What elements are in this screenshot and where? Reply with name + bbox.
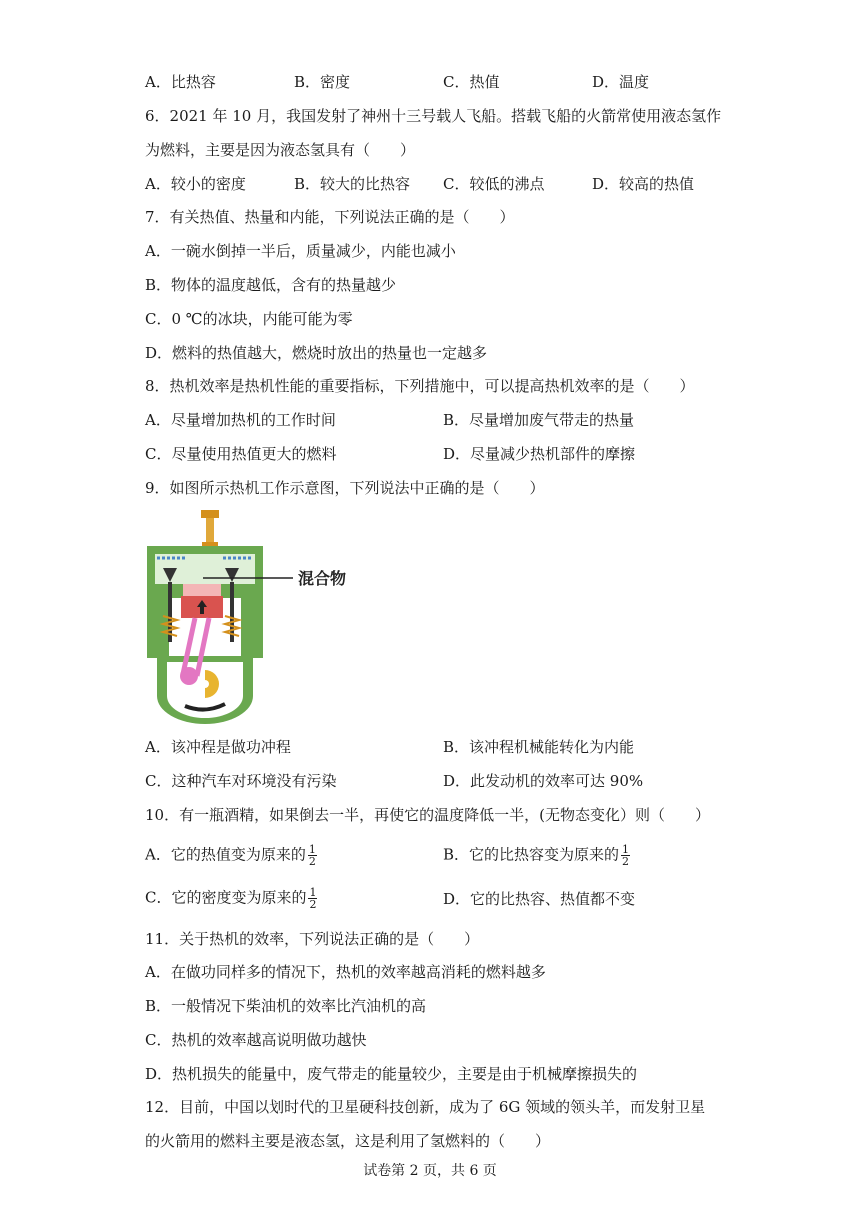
q8-stem: 8．热机效率是热机性能的重要指标，下列措施中，可以提高热机效率的是（ ） (145, 377, 695, 395)
q5-option-a: A．比热容 (145, 73, 216, 91)
figure-label-mixture: 混合物 (298, 569, 347, 588)
q12-stem-line1: 12．目前，中国以划时代的卫星硬科技创新，成为了 6G 领域的领头羊，而发射卫星 (145, 1098, 706, 1116)
mixture-gas (183, 584, 221, 596)
fraction-numerator: 1 (622, 843, 630, 856)
q11-option-a: A．在做功同样多的情况下，热机的效率越高消耗的燃料越多 (145, 963, 546, 981)
fraction-denominator: 2 (309, 898, 317, 911)
q10-option-b-text: B．它的比热容变为原来的 (443, 845, 620, 864)
fraction-numerator: 1 (308, 843, 316, 856)
crank-pin (180, 667, 198, 685)
q11-option-b: B．一般情况下柴油机的效率比汽油机的高 (145, 997, 427, 1015)
q5-option-c: C．热值 (443, 73, 500, 91)
spark-plug-cap (201, 510, 219, 518)
fraction-half (621, 844, 630, 867)
q7-stem: 7．有关热值、热量和内能，下列说法正确的是（ ） (145, 208, 515, 226)
exhaust-spring (225, 616, 239, 636)
fraction-numerator: 1 (309, 886, 317, 899)
engine-diagram (143, 506, 358, 728)
q7-option-b: B．物体的温度越低，含有的热量越少 (145, 276, 397, 294)
q10-option-d: D．它的比热容、热值都不变 (443, 890, 636, 908)
q12-stem-line2: 的火箭用的燃料主要是液态氢，这是利用了氢燃料的（ ） (145, 1132, 551, 1150)
fraction-half (308, 844, 317, 867)
q6-option-c: C．较低的沸点 (443, 175, 545, 193)
q6-stem-line1: 6．2021 年 10 月，我国发射了神州十三号载人飞船。搭载飞船的火箭常使用液态氢作 (145, 107, 722, 125)
q9-option-b: B．该冲程机械能转化为内能 (443, 738, 635, 756)
fraction-denominator: 2 (308, 855, 316, 868)
spark-plug-body (206, 518, 214, 542)
q6-option-d: D．较高的热值 (592, 175, 695, 193)
q8-option-c: C．尽量使用热值更大的燃料 (145, 445, 337, 463)
q11-stem: 11．关于热机的效率，下列说法正确的是（ ） (145, 930, 480, 948)
q8-option-a: A．尽量增加热机的工作时间 (145, 411, 336, 429)
right-wall (241, 598, 263, 658)
q6-option-a: A．较小的密度 (145, 175, 246, 193)
q10-option-a-text: A．它的热值变为原来的 (145, 845, 306, 864)
q10-option-a (145, 844, 317, 867)
q8-option-d: D．尽量减少热机部件的摩擦 (443, 445, 636, 463)
q5-option-d: D．温度 (592, 73, 650, 91)
q9-stem: 9．如图所示热机工作示意图，下列说法中正确的是（ ） (145, 479, 545, 497)
q9-option-c: C．这种汽车对环境没有污染 (145, 772, 337, 790)
q11-option-d: D．热机损失的能量中，废气带走的能量较少，主要是由于机械摩擦损失的 (145, 1065, 638, 1083)
q10-option-c (145, 887, 317, 910)
q7-option-d: D．燃料的热值越大，燃烧时放出的热量也一定越多 (145, 344, 488, 362)
fraction-half (308, 887, 317, 910)
left-wall (147, 598, 169, 658)
q6-stem-line2: 为燃料，主要是因为液态氢具有（ ） (145, 141, 416, 159)
q10-option-c-text: C．它的密度变为原来的 (145, 888, 307, 907)
q7-option-a: A．一碗水倒掉一半后，质量减少，内能也减小 (145, 242, 456, 260)
fraction-denominator: 2 (622, 855, 630, 868)
crank-axle (201, 680, 209, 688)
q8-option-b: B．尽量增加废气带走的热量 (443, 411, 635, 429)
q10-stem: 10．有一瓶酒精，如果倒去一半，再使它的温度降低一半，(无物态变化）则（ ） (145, 806, 710, 824)
q5-option-b: B．密度 (294, 73, 351, 91)
q11-option-c: C．热机的效率越高说明做功越快 (145, 1031, 367, 1049)
q10-option-b (443, 844, 630, 867)
q7-option-c: C．0 ℃的冰块，内能可能为零 (145, 310, 353, 328)
page-footer: 试卷第 2 页，共 6 页 (363, 1163, 497, 1179)
q9-option-d: D．此发动机的效率可达 90% (443, 772, 644, 790)
q6-option-b: B．较大的比热容 (294, 175, 411, 193)
q9-option-a: A．该冲程是做功冲程 (145, 738, 291, 756)
